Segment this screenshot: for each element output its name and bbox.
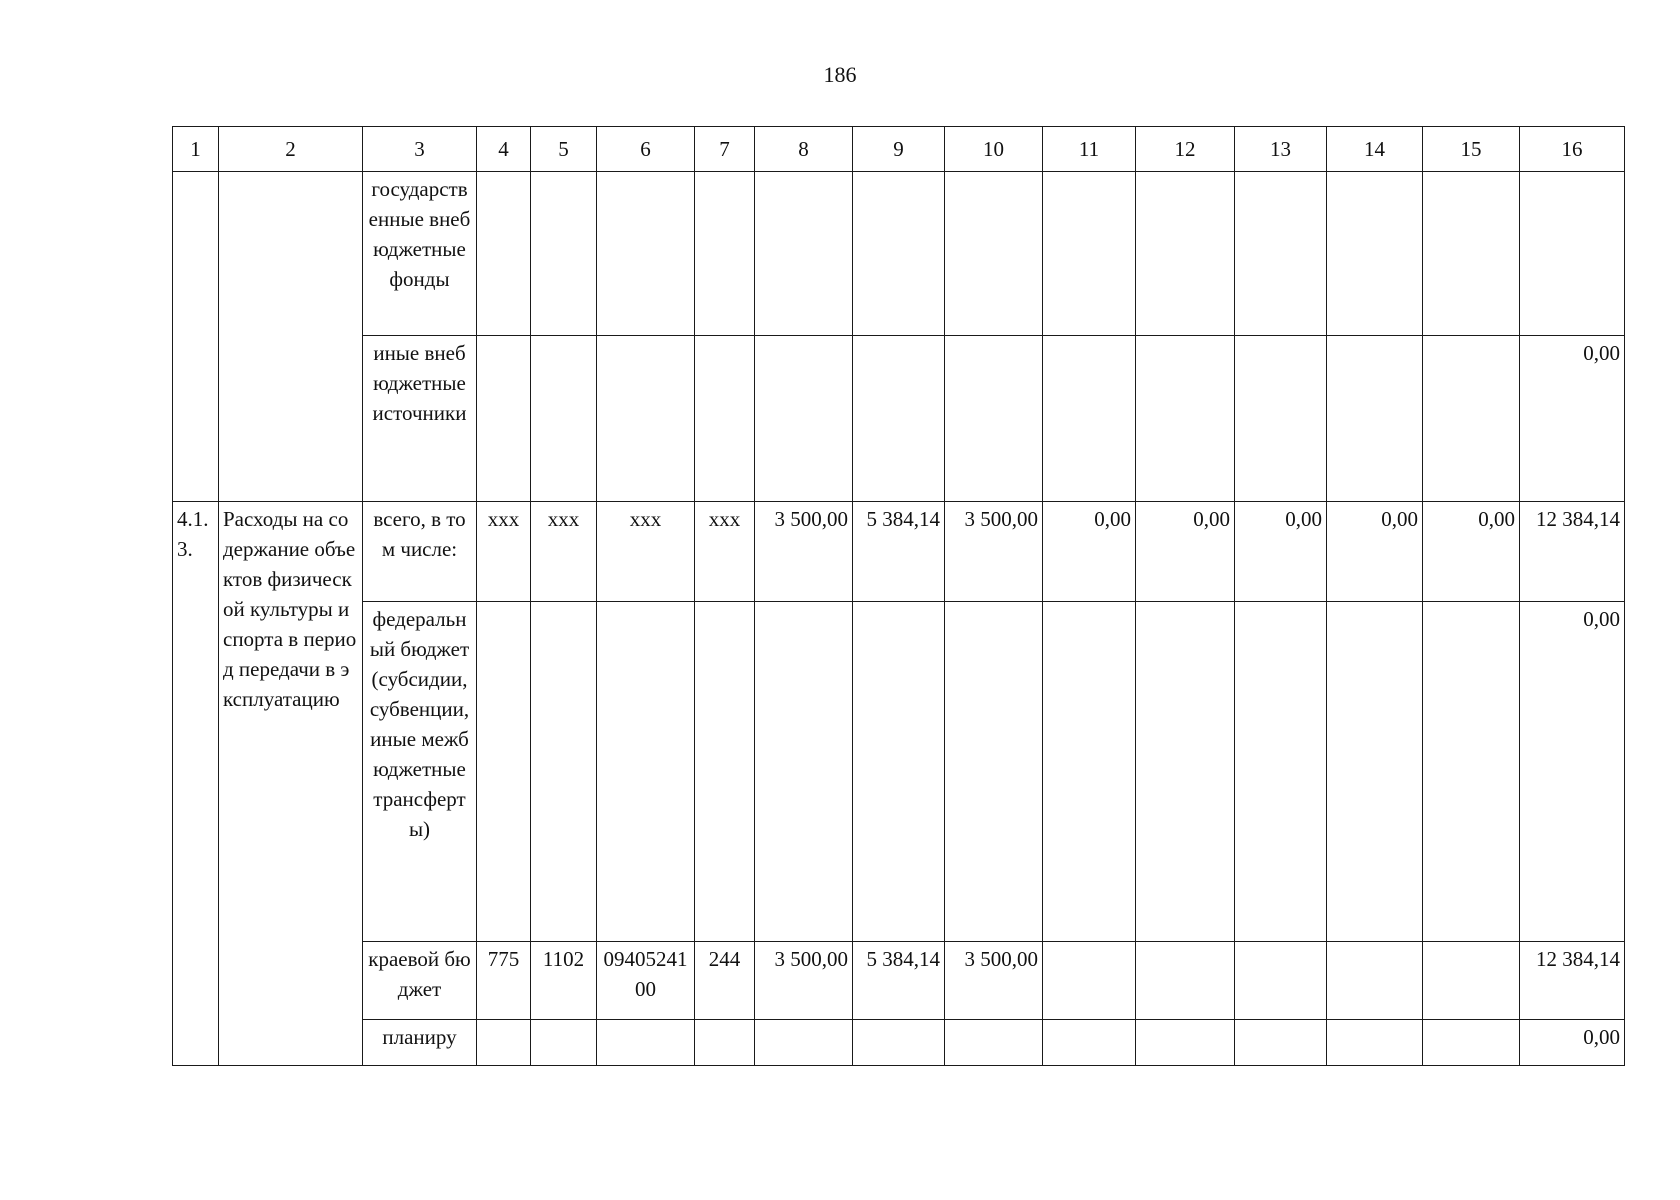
cell bbox=[1423, 336, 1520, 502]
cell bbox=[1136, 602, 1235, 942]
column-number: 13 bbox=[1235, 127, 1327, 172]
cell bbox=[531, 336, 597, 502]
table-row bbox=[173, 942, 1625, 1020]
cell: ххх bbox=[531, 502, 597, 602]
column-number: 8 bbox=[755, 127, 853, 172]
column-number: 4 bbox=[477, 127, 531, 172]
cell bbox=[853, 336, 945, 502]
cell: 12 384,14 bbox=[1520, 502, 1625, 602]
budget-table bbox=[172, 126, 1625, 1066]
cell bbox=[597, 1020, 695, 1066]
column-number: 16 bbox=[1520, 127, 1625, 172]
cell: 0,00 bbox=[1235, 502, 1327, 602]
cell bbox=[755, 172, 853, 336]
cell: 0,00 bbox=[1423, 502, 1520, 602]
column-number: 7 bbox=[695, 127, 755, 172]
source-cell: краевой бюджет bbox=[363, 942, 477, 1020]
cell bbox=[1423, 172, 1520, 336]
column-number: 11 bbox=[1043, 127, 1136, 172]
cell: 0,00 bbox=[1043, 502, 1136, 602]
cell: 5 384,14 bbox=[853, 942, 945, 1020]
source-cell: всего, в том числе: bbox=[363, 502, 477, 602]
table-row bbox=[173, 502, 1625, 602]
source-cell: федеральный бюджет (субсидии, субвенции, иные межбюджетные трансферты) bbox=[363, 602, 477, 942]
cell bbox=[1327, 602, 1423, 942]
cell bbox=[531, 602, 597, 942]
cell bbox=[695, 336, 755, 502]
cell bbox=[531, 172, 597, 336]
cell-empty bbox=[173, 172, 219, 502]
cell bbox=[531, 1020, 597, 1066]
cell bbox=[1235, 1020, 1327, 1066]
cell bbox=[477, 602, 531, 942]
cell bbox=[853, 602, 945, 942]
cell: 775 bbox=[477, 942, 531, 1020]
cell bbox=[1235, 336, 1327, 502]
cell bbox=[1043, 602, 1136, 942]
cell: 3 500,00 bbox=[755, 502, 853, 602]
cell bbox=[945, 1020, 1043, 1066]
cell: 0,00 bbox=[1520, 1020, 1625, 1066]
cell bbox=[1235, 942, 1327, 1020]
table-row bbox=[173, 172, 1625, 336]
cell: ххх bbox=[695, 502, 755, 602]
column-number: 5 bbox=[531, 127, 597, 172]
cell: ххх bbox=[597, 502, 695, 602]
cell bbox=[695, 172, 755, 336]
cell bbox=[597, 336, 695, 502]
cell: 0,00 bbox=[1520, 336, 1625, 502]
column-number: 15 bbox=[1423, 127, 1520, 172]
cell: 3 500,00 bbox=[945, 502, 1043, 602]
column-number: 14 bbox=[1327, 127, 1423, 172]
cell: ххх bbox=[477, 502, 531, 602]
table-row bbox=[173, 1020, 1625, 1066]
cell bbox=[477, 336, 531, 502]
cell bbox=[1423, 602, 1520, 942]
source-cell: планиру bbox=[363, 1020, 477, 1066]
cell bbox=[1043, 172, 1136, 336]
cell bbox=[755, 602, 853, 942]
cell bbox=[1043, 1020, 1136, 1066]
cell bbox=[1423, 942, 1520, 1020]
cell bbox=[1043, 942, 1136, 1020]
cell bbox=[695, 602, 755, 942]
column-number-row bbox=[173, 127, 1625, 172]
cell bbox=[1327, 172, 1423, 336]
cell: 0,00 bbox=[1136, 502, 1235, 602]
cell bbox=[477, 172, 531, 336]
cell-empty bbox=[219, 172, 363, 502]
table-row bbox=[173, 602, 1625, 942]
column-number: 3 bbox=[363, 127, 477, 172]
cell bbox=[853, 1020, 945, 1066]
cell: 1102 bbox=[531, 942, 597, 1020]
column-number: 10 bbox=[945, 127, 1043, 172]
cell: 3 500,00 bbox=[945, 942, 1043, 1020]
cell bbox=[853, 172, 945, 336]
cell bbox=[1520, 172, 1625, 336]
table-row bbox=[173, 336, 1625, 502]
cell bbox=[1327, 336, 1423, 502]
cell bbox=[477, 1020, 531, 1066]
item-name: Расходы на содержание объектов физической культуры и спорта в период передачи в эксплуатацию bbox=[219, 502, 363, 1066]
column-number: 9 bbox=[853, 127, 945, 172]
cell bbox=[755, 1020, 853, 1066]
cell bbox=[1043, 336, 1136, 502]
cell: 244 bbox=[695, 942, 755, 1020]
cell: 5 384,14 bbox=[853, 502, 945, 602]
cell bbox=[755, 336, 853, 502]
cell bbox=[1136, 1020, 1235, 1066]
cell bbox=[597, 602, 695, 942]
column-number: 1 bbox=[173, 127, 219, 172]
cell bbox=[1235, 172, 1327, 336]
column-number: 6 bbox=[597, 127, 695, 172]
cell bbox=[1136, 336, 1235, 502]
cell: 3 500,00 bbox=[755, 942, 853, 1020]
column-number: 2 bbox=[219, 127, 363, 172]
cell: 0940524100 bbox=[597, 942, 695, 1020]
cell: 0,00 bbox=[1520, 602, 1625, 942]
column-number: 12 bbox=[1136, 127, 1235, 172]
cell bbox=[597, 172, 695, 336]
cell bbox=[1136, 942, 1235, 1020]
cell bbox=[1423, 1020, 1520, 1066]
cell: 12 384,14 bbox=[1520, 942, 1625, 1020]
cell bbox=[1235, 602, 1327, 942]
cell bbox=[945, 602, 1043, 942]
cell bbox=[1327, 942, 1423, 1020]
cell bbox=[695, 1020, 755, 1066]
source-cell: иные внебюджетные источники bbox=[363, 336, 477, 502]
cell bbox=[945, 172, 1043, 336]
source-cell: государственные внебюджетные фонды bbox=[363, 172, 477, 336]
item-number: 4.1.3. bbox=[173, 502, 219, 1066]
cell: 0,00 bbox=[1327, 502, 1423, 602]
cell bbox=[945, 336, 1043, 502]
page-number: 186 bbox=[823, 62, 857, 87]
cell bbox=[1136, 172, 1235, 336]
cell bbox=[1327, 1020, 1423, 1066]
